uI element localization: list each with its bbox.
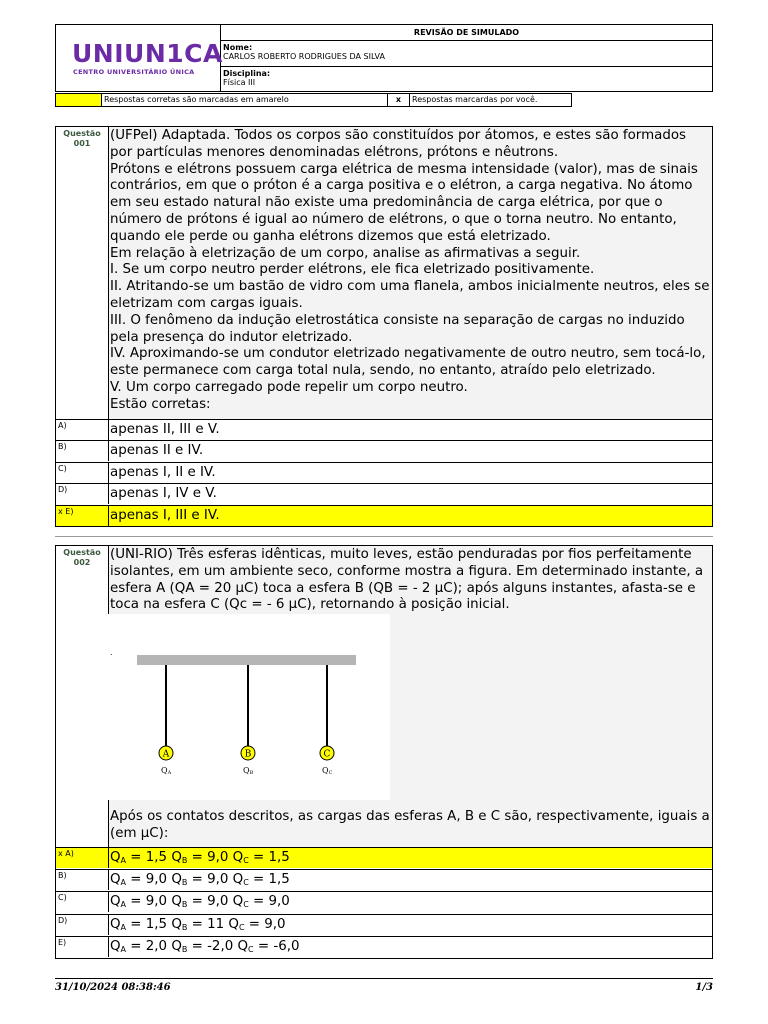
option-label: x A) — [58, 849, 74, 858]
option-text: $Q_A = 9,0$ $Q_B = 9,0$ $Q_C = 9,0$ — [108, 892, 712, 912]
student-name-cell — [221, 41, 712, 67]
option-label: B) — [58, 871, 67, 880]
option-a-selected-correct[interactable] — [56, 847, 712, 868]
header-table — [55, 24, 713, 92]
stem-paragraph: (UFPel) Adaptada. Todos os corpos são constituídos por átomos, e estes são formados por partículas menores denominadas elétrons, prótons e nêutrons. — [110, 128, 686, 160]
question-id: 001 — [73, 139, 91, 148]
legend-correct-text: Respostas corretas são marcadas em amarelo — [102, 93, 388, 107]
stem-paragraph: IV. Aproximando-se um condutor eletrizado negativamente de outro neutro, sem tocá-lo, este permanece com carga total nula, sendo, no entanto, atraído pelo eletrizado. — [110, 346, 706, 379]
option-label: C) — [58, 893, 67, 902]
charge-label-c: QC — [322, 766, 333, 776]
stem-paragraph: Em relação à eletrização de um corpo, analise as afirmativas a seguir. — [110, 245, 581, 261]
option-label: A) — [58, 421, 67, 430]
option-text: apenas I, III e IV. — [108, 506, 712, 526]
figure-dot: . — [110, 648, 113, 657]
spheres-figure — [108, 614, 390, 800]
footer-page-number: 1/3 — [695, 982, 713, 993]
question-id: 002 — [73, 558, 91, 567]
question-label: Questão — [63, 548, 101, 557]
option-text: $Q_A = 9,0$ $Q_B = 9,0$ $Q_C = 1,5$ — [108, 870, 712, 890]
option-label: x E) — [58, 507, 74, 516]
logo-text: UNIUN1CA — [72, 39, 223, 68]
question-001 — [55, 126, 713, 527]
charge-label-b: QB — [243, 766, 254, 776]
question-divider — [55, 536, 713, 537]
option-c[interactable] — [56, 462, 712, 483]
option-e-selected-correct[interactable] — [56, 505, 712, 526]
stem-paragraph: II. Atritando-se um bastão de vidro com uma flanela, ambos inicialmente neutros, eles se eletrizam com cargas iguais. — [110, 279, 710, 311]
legend-marker: x — [388, 93, 410, 107]
stem-paragraph: Estão corretas: — [110, 396, 211, 412]
option-label: C) — [58, 464, 67, 473]
sphere-label-c: C — [323, 749, 331, 760]
option-a[interactable] — [56, 419, 712, 440]
question-number — [56, 546, 108, 568]
discipline-value: Física III — [223, 78, 256, 87]
correct-color-swatch — [55, 93, 102, 107]
question-stem — [108, 127, 712, 419]
discipline-label: Disciplina: — [223, 69, 271, 78]
option-text: $Q_A = 2,0$ $Q_B = -2,0$ $Q_C = -6,0$ — [108, 937, 712, 957]
option-label: B) — [58, 442, 67, 451]
option-c[interactable] — [56, 891, 712, 912]
option-text: apenas II, III e V. — [108, 420, 712, 440]
legend-marked-text: Respostas marcardas por você. — [410, 93, 572, 107]
option-d[interactable] — [56, 483, 712, 504]
option-label: D) — [58, 485, 68, 494]
logo — [56, 25, 221, 91]
footer-datetime: 31/10/2024 08:38:46 — [55, 982, 171, 993]
option-text: $Q_A = 1,5$ $Q_B = 11$ $Q_C = 9,0$ — [108, 915, 712, 935]
charge-label-a: QA — [161, 766, 172, 776]
stem-paragraph: (UNI-RIO) Três esferas idênticas, muito leves, estão penduradas por fios perfeitamente isolantes, em um ambiente seco, conforme mostra a figura. Em determinado instante, a esfera A (QA = 20 μC) toca a esfera B (QB = - 2 μC); após alguns instantes, afasta-se e toca na esfera C (Qc = - 6 μC), retornando à posição inicial. — [110, 547, 704, 613]
question-label: Questão — [63, 129, 101, 138]
logo-subtitle: CENTRO UNIVERSITÁRIO ÚNICA — [73, 68, 195, 76]
option-text: apenas II e IV. — [108, 441, 712, 461]
stem-paragraph: V. Um corpo carregado pode repelir um corpo neutro. — [110, 379, 468, 395]
option-text: $Q_A = 1,5$ $Q_B = 9,0$ $Q_C = 1,5$ — [108, 848, 712, 868]
stem-question: Após os contatos descritos, as cargas das esferas A, B e C são, respectivamente, iguais a (em μC): — [110, 809, 710, 841]
stem-paragraph: III. O fenômeno da indução eletrostática consiste na separação de cargas no induzido pela presença do indutor eletrizado. — [110, 312, 685, 345]
page-title: REVISÃO DE SIMULADO — [221, 25, 712, 41]
footer-rule — [55, 978, 713, 979]
option-e[interactable] — [56, 936, 712, 957]
stem-paragraph: I. Se um corpo neutro perder elétrons, ele fica eletrizado positivamente. — [110, 262, 595, 278]
spheres-diagram — [108, 614, 390, 800]
option-b[interactable] — [56, 440, 712, 461]
option-b[interactable] — [56, 869, 712, 890]
stem-paragraph: Prótons e elétrons possuem carga elétrica de mesma intensidade (valor), mas de sinais contrários, em que o próton é a carga positiva e o elétron, a carga negativa. No átomo em seu estado natural não existe uma predominância de carga elétrica, por que o número de prótons é igual ao número de elétrons, o que o torna neutro. No entanto, quando ele perde ou ganha elétrons dizemos que está eletrizado. — [110, 161, 698, 244]
option-text: apenas I, IV e V. — [108, 484, 712, 504]
name-label: Nome: — [223, 43, 253, 52]
sphere-label-a: A — [162, 749, 170, 760]
option-label: E) — [58, 938, 67, 947]
option-text: apenas I, II e IV. — [108, 463, 712, 483]
option-d[interactable] — [56, 914, 712, 935]
option-label: D) — [58, 916, 68, 925]
support-beam — [137, 655, 356, 665]
discipline-cell — [221, 67, 712, 91]
question-number — [56, 127, 108, 149]
name-value: CARLOS ROBERTO RODRIGUES DA SILVA — [223, 52, 385, 61]
sphere-label-b: B — [244, 749, 252, 760]
